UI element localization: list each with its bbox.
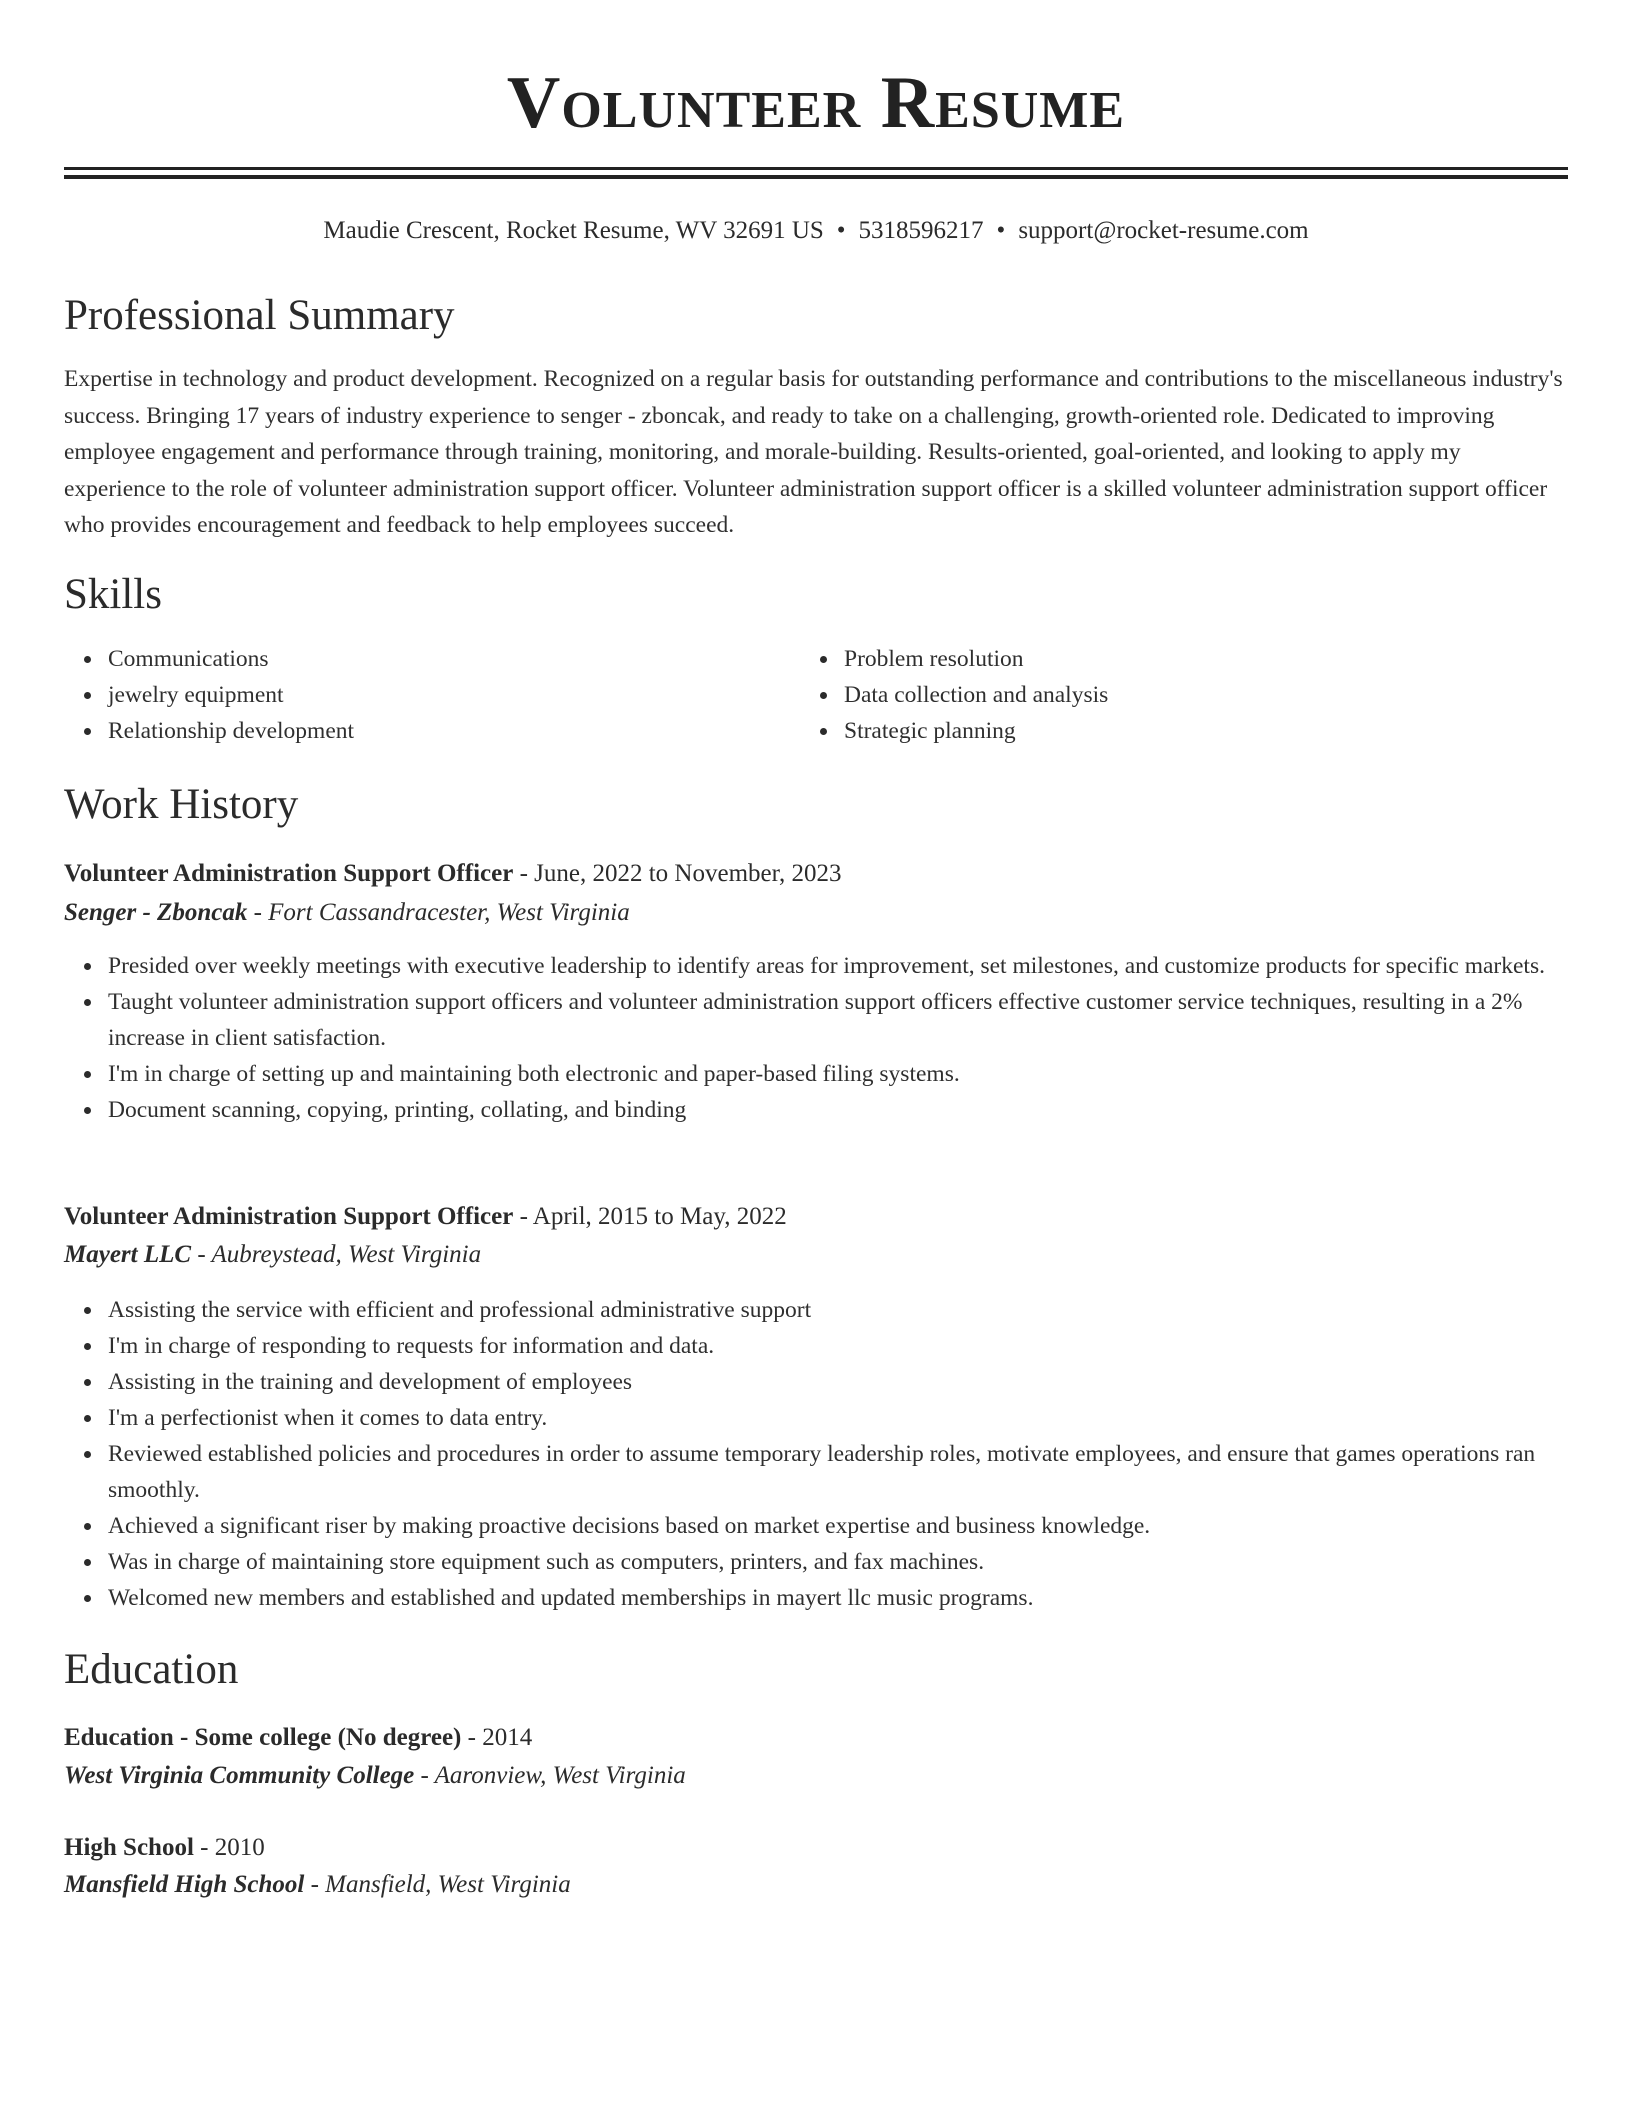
skills-list-right (800, 641, 1564, 749)
job-company-line (64, 1237, 481, 1273)
education-year: - 2010 (193, 1834, 265, 1861)
education-year: - 2014 (461, 1724, 533, 1751)
job-bullet: Achieved a significant riser by making proactive decisions based on market expertise and business knowledge. (108, 1508, 1568, 1544)
contact-address: Maudie Crescent, Rocket Resume, WV 32691 US (323, 217, 824, 244)
skill-item: Data collection and analysis (844, 677, 1564, 713)
job-bullet: I'm a perfectionist when it comes to data entry. (108, 1400, 1568, 1436)
contact-separator: • (836, 217, 846, 244)
skill-item: Strategic planning (844, 713, 1564, 749)
education-degree-line (64, 1830, 265, 1866)
job-title-line (64, 1199, 787, 1235)
job-bullet: Assisting the service with efficient and professional administrative support (108, 1292, 1568, 1328)
education-degree-line (64, 1720, 532, 1756)
job-bullet: Was in charge of maintaining store equipment such as computers, printers, and fax machines. (108, 1544, 1568, 1580)
skills-list-left (64, 641, 798, 749)
skill-item: Relationship development (108, 713, 798, 749)
job-dates: - June, 2022 to November, 2023 (513, 860, 842, 887)
job-title: Volunteer Administration Support Officer (64, 860, 514, 887)
job-bullet: Presided over weekly meetings with executive leadership to identify areas for improvement, set milestones, and customize products for specific markets. (108, 948, 1568, 984)
job-bullets (64, 948, 1568, 1128)
job-dates: - April, 2015 to May, 2022 (513, 1203, 787, 1230)
education-degree: Education - Some college (No degree) (64, 1724, 462, 1751)
job-bullet: Assisting in the training and development of employees (108, 1364, 1568, 1400)
summary-heading: Professional Summary (64, 292, 455, 339)
education-school-line (64, 1867, 571, 1903)
job-bullet: Taught volunteer administration support officers and volunteer administration support officers effective customer service techniques, resulting in a 2% increase in client satisfaction. (108, 984, 1568, 1056)
education-school: Mansfield High School (64, 1871, 305, 1898)
job-bullet: I'm in charge of responding to requests for information and data. (108, 1328, 1568, 1364)
education-heading: Education (64, 1646, 239, 1693)
education-school-line (64, 1758, 686, 1794)
skill-item: Communications (108, 641, 798, 677)
education-degree: High School (64, 1834, 194, 1861)
title-divider-top (64, 167, 1568, 170)
resume-page (64, 0, 1568, 1898)
skill-item: Problem resolution (844, 641, 1564, 677)
job-bullet: Document scanning, copying, printing, collating, and binding (108, 1092, 1568, 1128)
job-company: Senger - Zboncak (64, 899, 248, 926)
job-bullet: I'm in charge of setting up and maintaining both electronic and paper-based filing systems. (108, 1056, 1568, 1092)
work-history-heading: Work History (64, 781, 299, 828)
job-location: - Fort Cassandracester, West Virginia (247, 899, 630, 926)
contact-phone: 5318596217 (858, 217, 984, 244)
job-bullets (64, 1292, 1568, 1616)
resume-title: Volunteer Resume (506, 62, 1126, 144)
job-company-line (64, 895, 630, 931)
skills-heading: Skills (64, 571, 162, 618)
education-location: - Aaronview, West Virginia (414, 1762, 686, 1789)
education-school: West Virginia Community College (64, 1762, 415, 1789)
job-bullet: Reviewed established policies and procedures in order to assume temporary leadership roles, motivate employees, and ensure that games operations ran smoothly. (108, 1436, 1568, 1508)
skill-item: jewelry equipment (108, 677, 798, 713)
title-divider-bottom (64, 175, 1568, 179)
job-location: - Aubreystead, West Virginia (191, 1241, 482, 1268)
contact-line (64, 214, 1568, 248)
contact-email: support@rocket-resume.com (1018, 217, 1309, 244)
job-title-line (64, 856, 841, 892)
job-bullet: Welcomed new members and established and updated memberships in mayert llc music programs. (108, 1580, 1568, 1616)
education-location: - Mansfield, West Virginia (304, 1871, 571, 1898)
contact-separator: • (996, 217, 1006, 244)
job-title: Volunteer Administration Support Officer (64, 1203, 514, 1230)
summary-text: Expertise in technology and product development. Recognized on a regular basis for outstanding performance and contributions to the miscellaneous industry's success. Bringing 17 years of industry experience to senger - zboncak, and ready to take on a challenging, growth-oriented role. Dedicated to improving employee engagement and performance through training, monitoring, and morale-building. Results-oriented, goal-oriented, and looking to apply my experience to the role of volunteer administration support officer. Volunteer administration support officer is a skilled volunteer administration support officer who provides encouragement and feedback to help employees succeed. (64, 366, 1563, 538)
job-company: Mayert LLC (64, 1241, 192, 1268)
